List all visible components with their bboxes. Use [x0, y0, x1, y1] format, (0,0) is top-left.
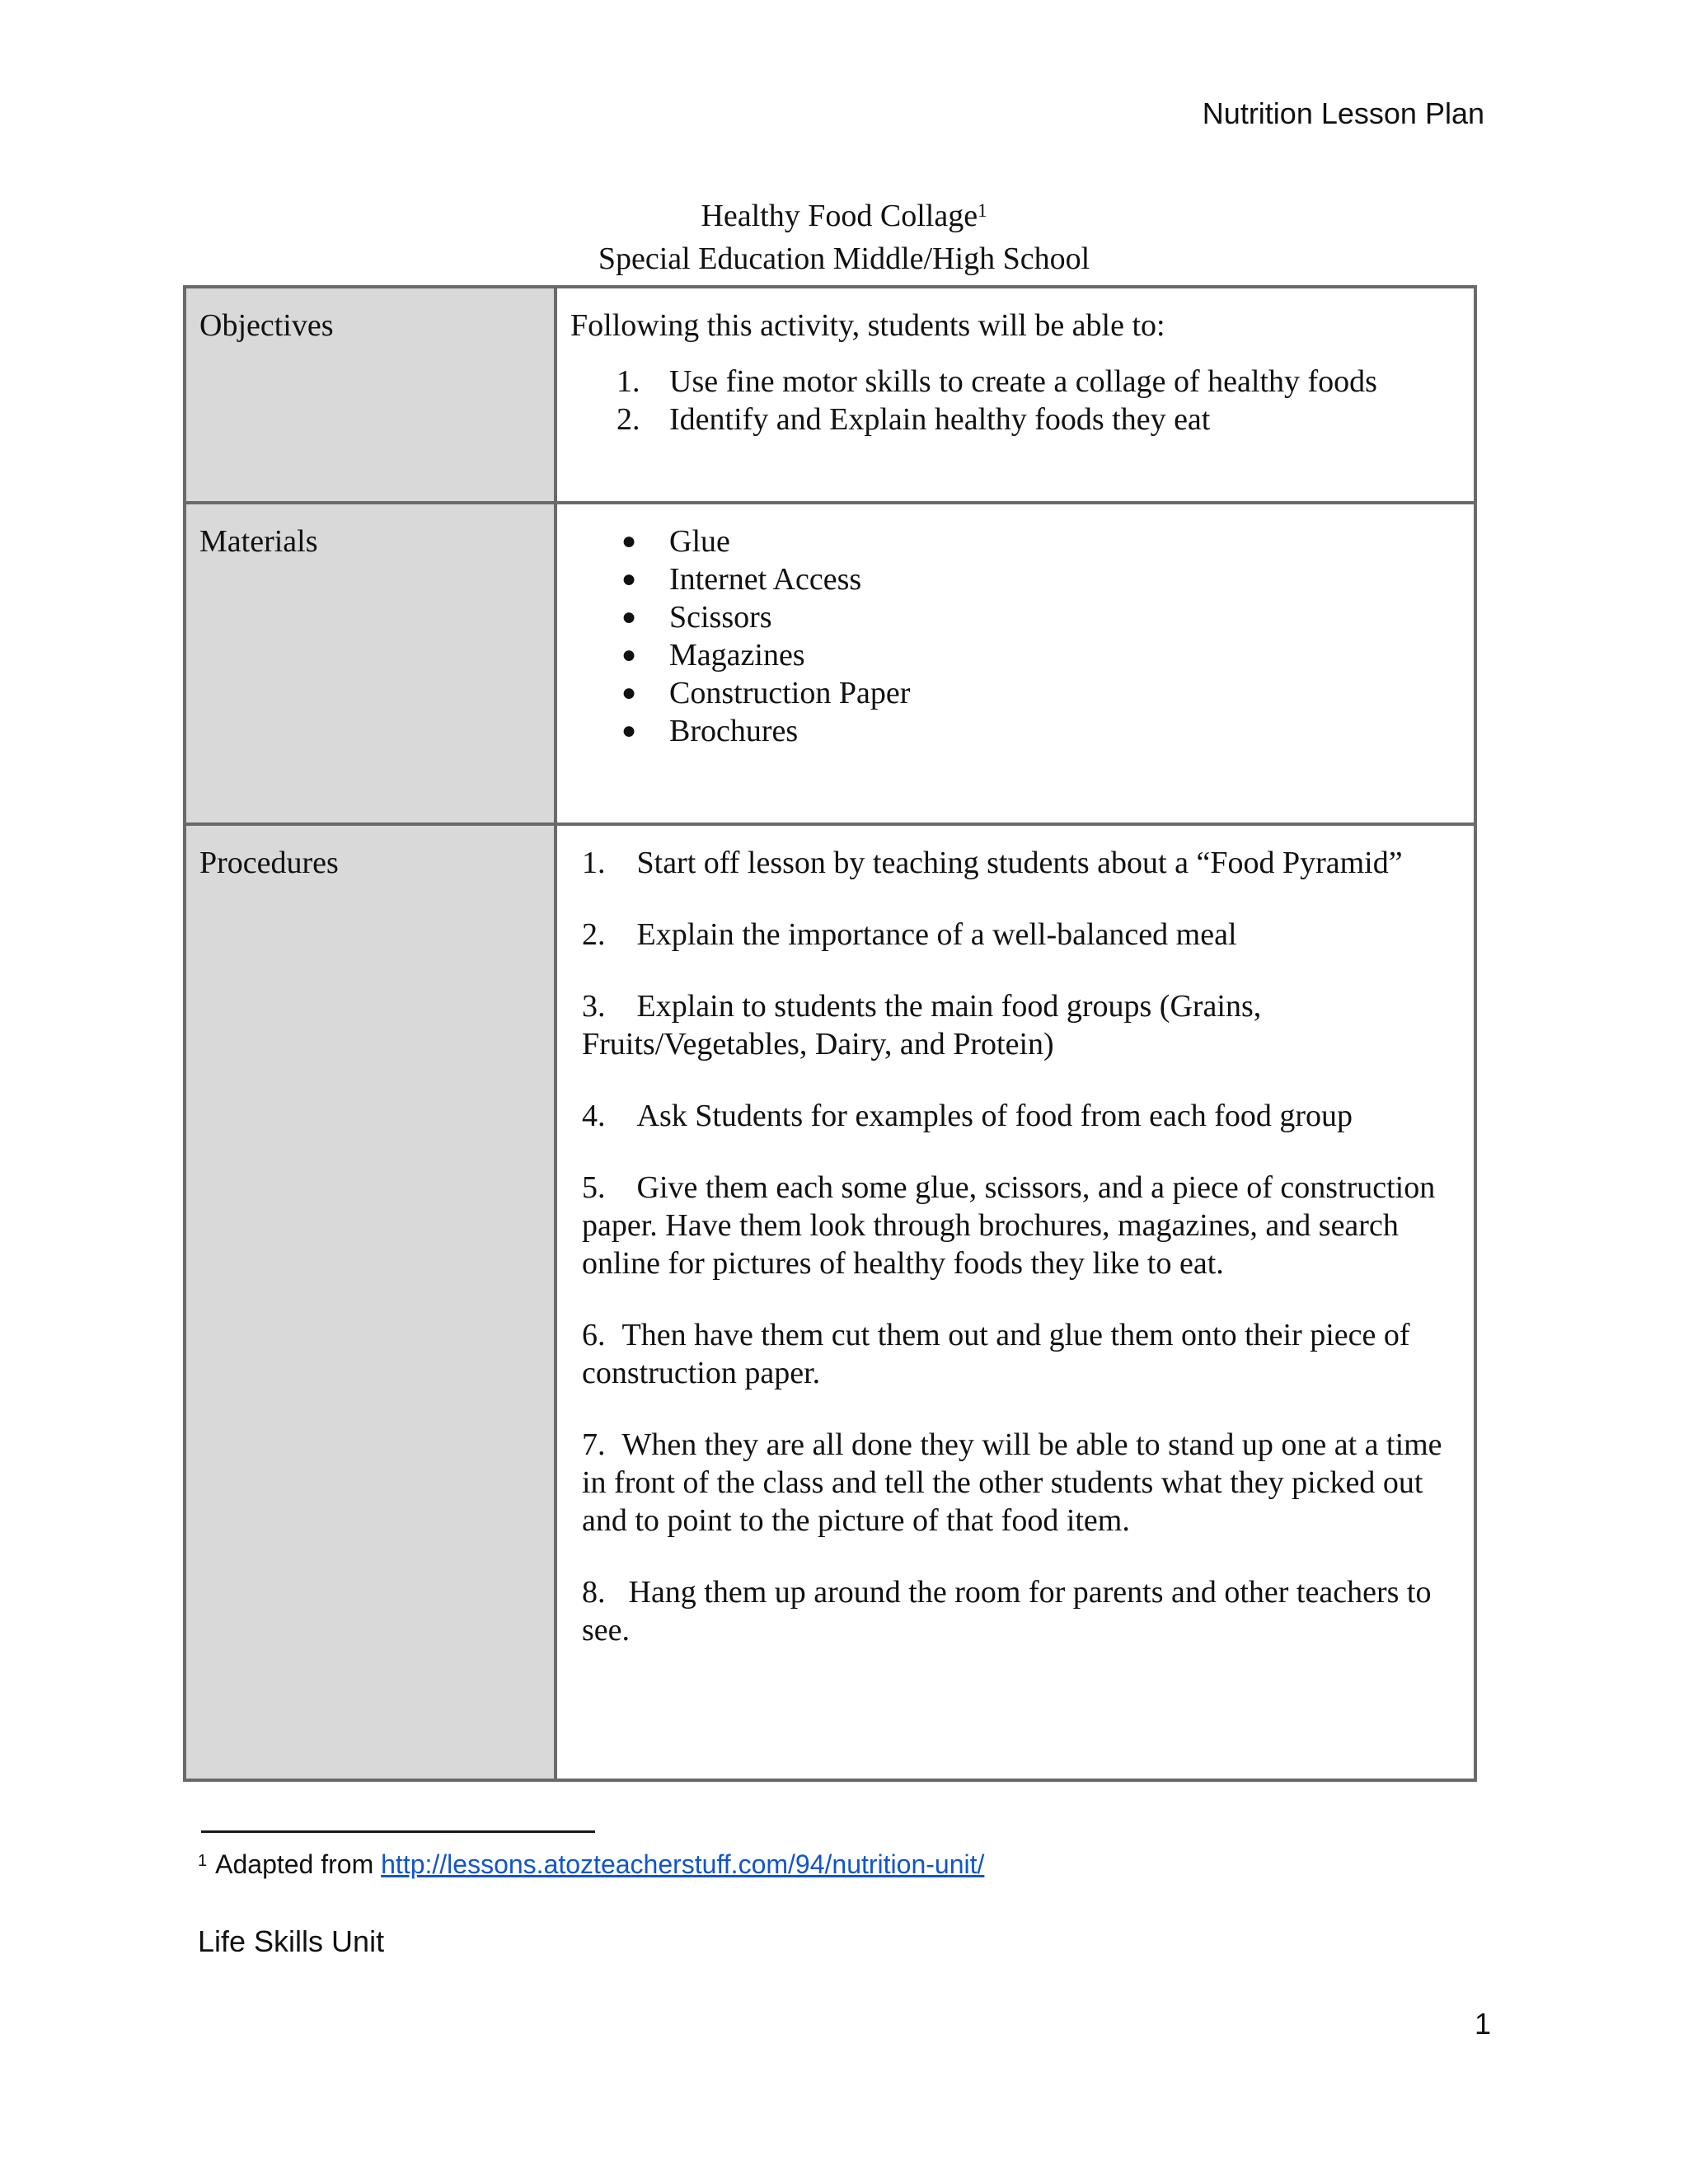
step-text: Ask Students for examples of food from each food group — [636, 1099, 1353, 1133]
list-item — [570, 674, 1474, 712]
list-item — [570, 712, 1474, 750]
step-text: Explain the importance of a well-balanced meal — [636, 917, 1237, 952]
objectives-label-cell — [185, 287, 556, 503]
objective-text: Use fine motor skills to create a collage of healthy foods — [669, 364, 1377, 399]
procedure-step — [582, 1097, 1449, 1135]
step-number: 4. — [582, 1099, 606, 1133]
step-number: 8. — [582, 1575, 606, 1610]
step-text: Give them each some glue, scissors, and a piece of construction paper. Have them look through brochures, magazines, and search online for pictures of healthy foods they like to eat. — [582, 1170, 1436, 1281]
step-number: 5. — [582, 1170, 606, 1205]
materials-content-cell — [556, 503, 1475, 824]
list-item — [570, 401, 1474, 438]
objective-text: Identify and Explain healthy foods they eat — [669, 402, 1211, 437]
running-footer: Life Skills Unit — [198, 1924, 385, 1958]
footnote-link[interactable]: http://lessons.atozteacherstuff.com/94/nutrition-unit/ — [381, 1849, 985, 1879]
materials-label: Materials — [199, 524, 318, 559]
procedures-content — [557, 826, 1474, 1649]
procedure-step — [582, 1316, 1449, 1392]
bullet-icon: ● — [621, 565, 637, 593]
procedure-step — [582, 916, 1449, 954]
procedure-step — [582, 1426, 1449, 1540]
step-number: 1. — [582, 846, 606, 880]
materials-content — [557, 504, 1474, 750]
material-text: Internet Access — [669, 562, 862, 597]
procedures-row — [185, 824, 1475, 1780]
bullet-icon: ● — [621, 679, 637, 706]
subtitle: Special Education Middle/High School — [598, 241, 1090, 276]
objective-number: 1. — [617, 364, 640, 399]
title-footnote-ref[interactable]: 1 — [978, 200, 987, 221]
objectives-intro: Following this activity, students will be able to: — [570, 308, 1165, 343]
step-text: Explain to students the main food groups (Grains, Fruits/Vegetables, Dairy, and Protein) — [582, 989, 1262, 1062]
material-text: Construction Paper — [669, 676, 911, 710]
procedure-step — [582, 844, 1449, 882]
bullet-icon: ● — [621, 641, 637, 668]
procedures-content-cell — [556, 824, 1475, 1780]
title-text: Healthy Food Collage — [701, 199, 978, 233]
title-line-1 — [0, 194, 1688, 237]
objectives-label: Objectives — [199, 308, 334, 343]
list-item — [570, 636, 1474, 674]
footnote-prefix: Adapted from — [215, 1849, 374, 1879]
materials-list — [570, 523, 1474, 750]
materials-row — [185, 503, 1475, 824]
list-item — [570, 598, 1474, 636]
material-text: Brochures — [669, 714, 799, 748]
objectives-row — [185, 287, 1475, 503]
document-title — [0, 194, 1688, 280]
bullet-icon: ● — [621, 527, 637, 555]
lesson-plan-table — [183, 285, 1477, 1782]
objectives-content — [557, 288, 1474, 438]
list-item — [570, 363, 1474, 401]
step-text: Hang them up around the room for parents and other teachers to see. — [582, 1575, 1432, 1647]
footnote-number: 1 — [198, 1852, 208, 1870]
material-text: Scissors — [669, 600, 772, 635]
material-text: Magazines — [669, 638, 805, 673]
objectives-content-cell — [556, 287, 1475, 503]
page-number: 1 — [1474, 2007, 1491, 2041]
step-text: Start off lesson by teaching students about a “Food Pyramid” — [636, 846, 1403, 880]
procedures-label-cell — [185, 824, 556, 1780]
material-text: Glue — [669, 524, 730, 559]
step-text: When they are all done they will be able to stand up one at a time in front of the class and tell the other students what they picked out and to point to the picture of that food item. — [582, 1427, 1442, 1538]
step-number: 2. — [582, 917, 606, 952]
objective-number: 2. — [617, 402, 640, 437]
step-number: 3. — [582, 989, 606, 1024]
running-header: Nutrition Lesson Plan — [1202, 96, 1484, 130]
procedure-step — [582, 1573, 1449, 1649]
bullet-icon: ● — [621, 603, 637, 630]
step-text: Then have them cut them out and glue them onto their piece of construction paper. — [582, 1318, 1410, 1390]
footnote — [198, 1846, 984, 1882]
step-number: 6. — [582, 1318, 606, 1352]
step-number: 7. — [582, 1427, 606, 1462]
procedure-step — [582, 987, 1449, 1063]
footnote-divider — [201, 1830, 595, 1833]
list-item — [570, 560, 1474, 598]
procedures-label: Procedures — [199, 846, 339, 880]
procedure-step — [582, 1169, 1449, 1282]
materials-label-cell — [185, 503, 556, 824]
list-item — [570, 523, 1474, 560]
objectives-list — [570, 363, 1474, 438]
bullet-icon: ● — [621, 717, 637, 744]
